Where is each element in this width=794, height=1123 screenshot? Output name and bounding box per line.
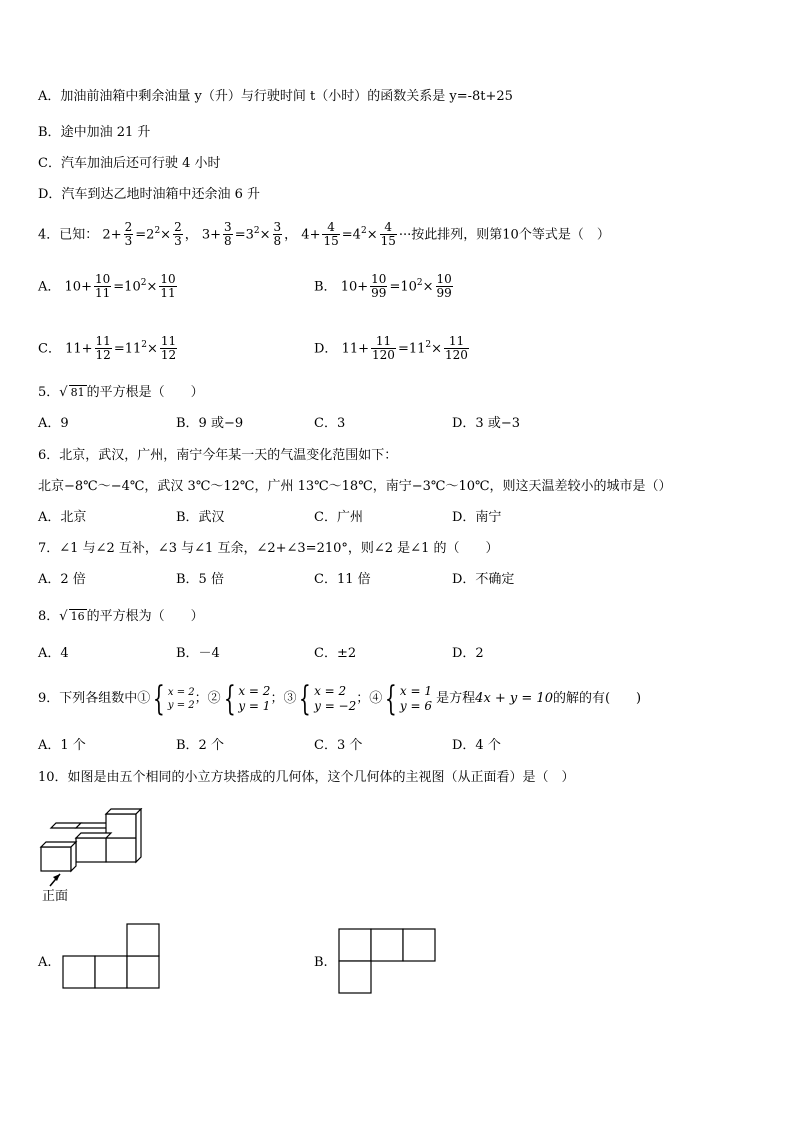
fraction: $\frac{4}{15}$ [323,220,339,249]
q3-option-a: A．加油前油箱中剩余油量 y（升）与行驶时间 t（小时）的函数关系是 y=-8t+25 [38,89,513,104]
q8-stem: 8．√ 16 的平方根为（ ） [38,609,204,624]
front-label: 正面 [42,889,69,904]
q10-option-a-label: A. [38,955,52,970]
fraction: $\frac{3}{8}$ [224,220,232,249]
q3-option-b: B．途中加油 21 升 [38,125,151,140]
q4-option-a: A． 10+ $\frac{10}{11}$ $=10^2\times$ $\frac{10}{11}$ [38,272,176,301]
q10-option-b-figure [338,928,440,996]
q5-option-a: A．9 [38,416,69,431]
q9-stem: 9．下列各组数中①{ x = 2 y = 2 ；②{ x = 2 y = 1 ；③{ x = 2 y = −2 ；④{ x = 1 y = 6 是方程4x + y = 10的解的有( ) [38,678,642,719]
q3-option-d: D．汽车到达乙地时油箱中还余油 6 升 [38,187,260,202]
q6-detail: 北京−8℃～−4℃，武汉 3℃～12℃，广州 13℃～18℃，南宁−3℃～10℃，则这天温差较小的城市是（） [38,479,672,494]
q7-option-d: D．不确定 [452,572,515,587]
q7-option-a: A．2 倍 [38,572,86,587]
q4-option-c: C． 11+ $\frac{11}{12}$ $=11^2\times$ $\frac{11}{12}$ [38,334,177,363]
fraction: $\frac{3}{8}$ [273,220,282,249]
q7-option-b: B．5 倍 [176,572,224,587]
q7-stem: 7．∠1 与∠2 互补，∠3 与∠1 互余，∠2+∠3=210°，则∠2 是∠1 的（ ） [38,541,499,556]
sqrt-16: 16 [70,610,85,623]
q10-stem: 10．如图是由五个相同的小立方块搭成的几何体，这个几何体的主视图（从正面看）是（ ） [38,770,575,785]
q5-stem: 5．√ 81 的平方根是（ ） [38,385,204,400]
fraction: $\frac{2}{3}$ [174,220,182,249]
q5-option-c: C．3 [314,416,346,431]
q6-option-d: D．南宁 [452,510,502,525]
q4-option-d: D． 11+ $\frac{11}{120}$ $=11^2\times$ $\frac{11}{120}$ [314,334,468,363]
q10-option-b-label: B. [314,955,328,970]
q8-option-d: D．2 [452,646,484,661]
q9-option-c: C．3 个 [314,738,363,753]
q4-stem: 4．已知： 2+ $\frac{2}{3}$ $=2^2\times$ $\frac{2}{3}$ ， 3+ $\frac{3}{8}$ $=3^2\times$ $\frac{3}{8}$ ， 4+ $\frac{4}{15}$ $=4^2\times$ $\frac{4}{15}$ ···按此排列，则第10个等式是（ ） [38,220,610,249]
q10-option-a-figure [62,923,162,989]
q5-option-d: D．3 或−3 [452,416,520,431]
q5-option-b: B．9 或−9 [176,416,244,431]
fraction: $\frac{2}{3}$ [124,220,133,249]
q6-stem: 6．北京，武汉，广州，南宁今年某一天的气温变化范围如下： [38,448,398,463]
system-2: x = 2 y = 1 [238,683,271,713]
system-1: x = 2 y = 2 [167,686,195,711]
fraction: $\frac{4}{15}$ [380,220,396,249]
system-3: x = 2 y = −2 [314,683,357,713]
q9-option-a: A．1 个 [38,738,86,753]
q4-option-b: B． 10+ $\frac{10}{99}$ $=10^2\times$ $\frac{10}{99}$ [314,272,452,301]
q8-option-c: C．±2 [314,646,357,661]
q8-option-b: B．－4 [176,646,220,661]
q6-option-b: B．武汉 [176,510,225,525]
system-4: x = 1 y = 6 [399,683,433,713]
q9-option-d: D．4 个 [452,738,501,753]
equation: 4x + y = 10 [475,691,553,706]
q3-option-c: C．汽车加油后还可行驶 4 小时 [38,156,221,171]
q8-option-a: A．4 [38,646,69,661]
q6-option-c: C．广州 [314,510,363,525]
q9-option-b: B．2 个 [176,738,224,753]
q6-option-a: A．北京 [38,510,87,525]
q7-option-c: C．11 倍 [314,572,371,587]
sqrt-81: 81 [70,386,85,399]
